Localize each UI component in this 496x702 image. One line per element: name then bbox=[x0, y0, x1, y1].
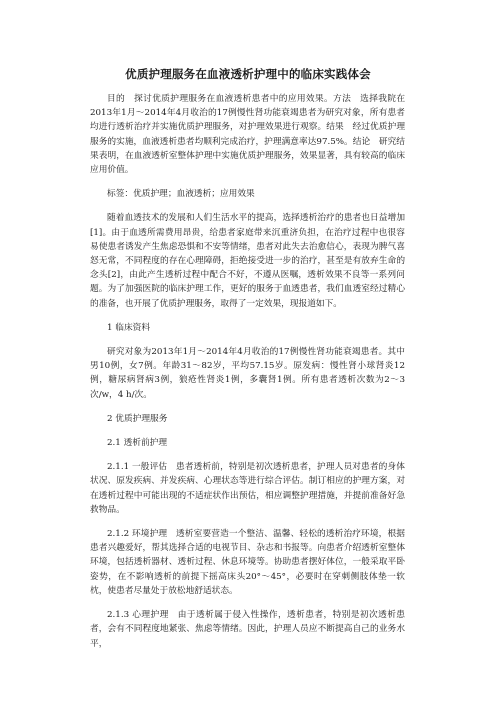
section-2-1-2-paragraph: 2.1.2 环境护理 透析室要营造一个整洁、温馨、轻松的透析治疗环境，根据患者兴趣爱好，帮其选择合适的电视节目、杂志和书报等。向患者介绍透析室整体环境，包括透析器材、透析过程、休息环境等。协助患者摆好体位，一般采取平卧姿势，在不影响透析的前提下摇高床头20°～45°，必要时在穿刺侧肢体垫一软枕，使患者尽量处于放松地舒适状态。 bbox=[90, 529, 405, 596]
paper-title: 优质护理服务在血液透析护理中的临床实践体会 bbox=[125, 67, 371, 81]
section-2-1-heading: 2.1 透析前护理 bbox=[107, 438, 168, 449]
section-2-1-3-paragraph: 2.1.3 心理护理 由于透析属于侵入性操作，透析患者，特别是初次透析患者，会有不同程度地紧张、焦虑等情绪。因此，护理人员应不断提高自己的业务水平， bbox=[90, 610, 405, 649]
intro-paragraph: 随着血透技术的发展和人们生活水平的提高，选择透析治疗的患者也日益增加[1]。由于血透所需费用昂贵，给患者家庭带来沉重济负担，在治疗过程中也很容易使患者诱发产生焦虑恐惧和不安等情绪，患者对此失去治愈信心，表现为脾气喜怒无常，不同程度的存在心理障碍，拒绝接受进一步的治疗，甚至是有放弃生命的念头[2]，由此产生透析过程中配合不好，不遵从医嘱，透析效果不良等一系列问题。为了加强医院的临床护理工作，更好的服务于血透患者，我们血透室经过精心的准备，也开展了优质护理服务，取得了一定效果，现报道如下。 bbox=[90, 213, 405, 309]
keywords-line: 标签：优质护理；血液透析；应用效果 bbox=[107, 189, 255, 200]
section-2-heading: 2 优质护理服务 bbox=[107, 413, 168, 424]
paper-body bbox=[90, 92, 405, 661]
section-2-1-1-paragraph: 2.1.1 一般评估 患者透析前，特别是初次透析患者，护理人员对患者的身体状况、原发疾病、并发疾病、心理状态等进行综合评估。制订相应的护理方案，对在透析过程中可能出现的不适症状作出预估，相应调整护理措施，并提前准备好急救物品。 bbox=[90, 462, 405, 515]
section-1-heading: 1 临床资料 bbox=[107, 322, 151, 333]
section-1-paragraph: 研究对象为2013年1月～2014年4月收治的17例慢性肾功能衰竭患者。其中男10例，女7例。年龄31～82岁，平均57.15岁。原发病：慢性肾小球肾炎12例，糖尿病肾病3例，狼疮性肾炎1例，多囊肾1例。所有患者透析次数为2～3次/w，4 h/次。 bbox=[90, 347, 405, 400]
abstract-paragraph: 目的 探讨优质护理服务在血液透析患者中的应用效果。方法 选择我院在2013年1月～2014年4月收治的17例慢性肾功能衰竭患者为研究对象，所有患者均进行透析治疗并实施优质护理服务，对护理效果进行观察。结果 经过优质护理服务的实施，血液透析患者均顺利完成治疗，护理满意率达97.5%。结论 研究结果表明，在血液透析室整体护理中实施优质护理服务，效果显著，具有较高的临床应用价值。 bbox=[90, 94, 405, 176]
